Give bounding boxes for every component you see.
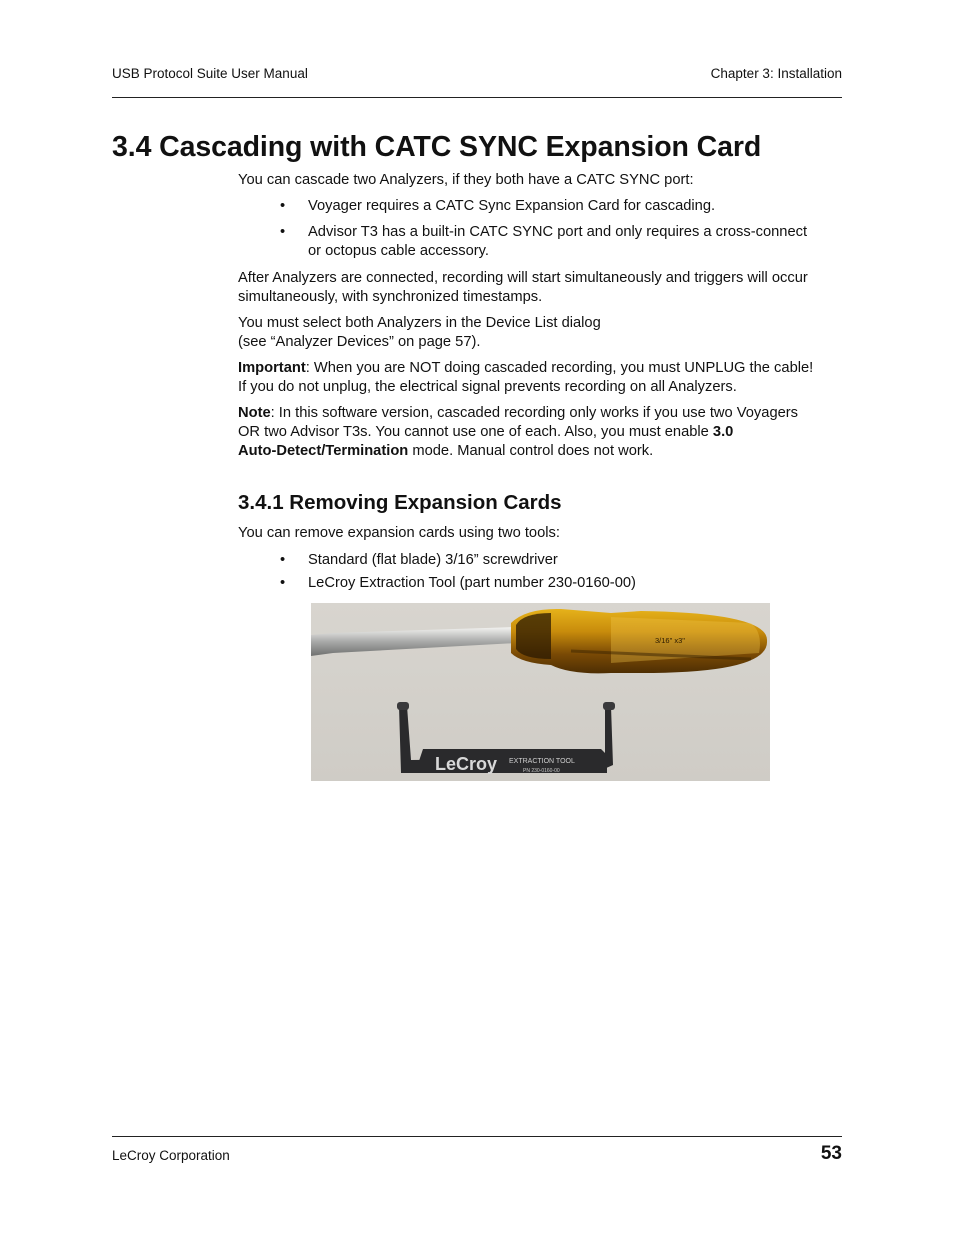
section-title: 3.4 Cascading with CATC SYNC Expansion Card <box>112 131 762 163</box>
important-line1: : When you are NOT doing cascaded recording, you must UNPLUG the cable! <box>305 360 814 376</box>
bullet-screwdriver: Standard (flat blade) 3/16” screwdriver <box>308 552 558 568</box>
important-line2: If you do not unplug, the electrical signal prevents recording on all Analyzers. <box>238 379 737 395</box>
running-header-chapter: Chapter 3: Installation <box>710 66 842 81</box>
tools-photo <box>311 603 770 781</box>
bullet-voyager <box>308 197 848 216</box>
bullet-advisor <box>308 223 848 261</box>
extraction-tool-label: EXTRACTION TOOL <box>509 758 575 765</box>
bullet-marker: • <box>280 575 286 591</box>
header-rule <box>112 97 842 98</box>
bullet-marker: • <box>280 552 286 568</box>
important-label: Important <box>238 360 306 376</box>
para-connected <box>238 269 848 307</box>
bullet-extraction-tool: LeCroy Extraction Tool (part number 230-0160-00) <box>308 575 636 591</box>
para-select-line2[interactable]: (see “Analyzer Devices” on page 57). <box>238 334 481 350</box>
note-line2: OR two Advisor T3s. You cannot use one of each. Also, you must enable <box>238 424 713 440</box>
note-version: 3.0 <box>712 424 734 440</box>
bullet-advisor-line2: or octopus cable accessory. <box>308 243 489 259</box>
para-important <box>238 359 848 397</box>
footer-rule <box>112 1136 842 1137</box>
footer-company: LeCroy Corporation <box>112 1148 230 1163</box>
extraction-tool-part: PN 230-0160-00 <box>523 768 560 774</box>
bullet-marker: • <box>280 224 286 240</box>
para-connected-line2: simultaneously, with synchronized timestamps. <box>238 289 543 305</box>
running-header-title: USB Protocol Suite User Manual <box>112 66 308 81</box>
lecroy-logo: LeCroy <box>435 754 498 774</box>
bullet-marker: • <box>280 198 286 214</box>
bullet-advisor-line1: Advisor T3 has a built-in CATC SYNC port and only requires a cross-connect <box>308 224 808 240</box>
subsection-title: 3.4.1 Removing Expansion Cards <box>238 491 562 514</box>
bullet-voyager-text: Voyager requires a CATC Sync Expansion Card for cascading. <box>308 198 716 214</box>
note-label: Note <box>238 405 271 421</box>
page-number: 53 <box>820 1143 842 1164</box>
section-intro: You can cascade two Analyzers, if they both have a CATC SYNC port: <box>238 172 694 188</box>
screwdriver-size-label: 3/16" x3" <box>655 636 685 645</box>
note-line1: : In this software version, cascaded recording only works if you use two Voyagers <box>270 405 799 421</box>
para-select <box>238 314 848 352</box>
para-connected-line1: After Analyzers are connected, recording will start simultaneously and triggers will occur <box>238 270 808 286</box>
para-note <box>238 404 848 461</box>
note-mode: Auto-Detect/Termination <box>238 443 409 459</box>
subsection-intro: You can remove expansion cards using two tools: <box>238 525 560 541</box>
para-select-line1: You must select both Analyzers in the Device List dialog <box>238 315 601 331</box>
note-line3: mode. Manual control does not work. <box>408 443 654 459</box>
